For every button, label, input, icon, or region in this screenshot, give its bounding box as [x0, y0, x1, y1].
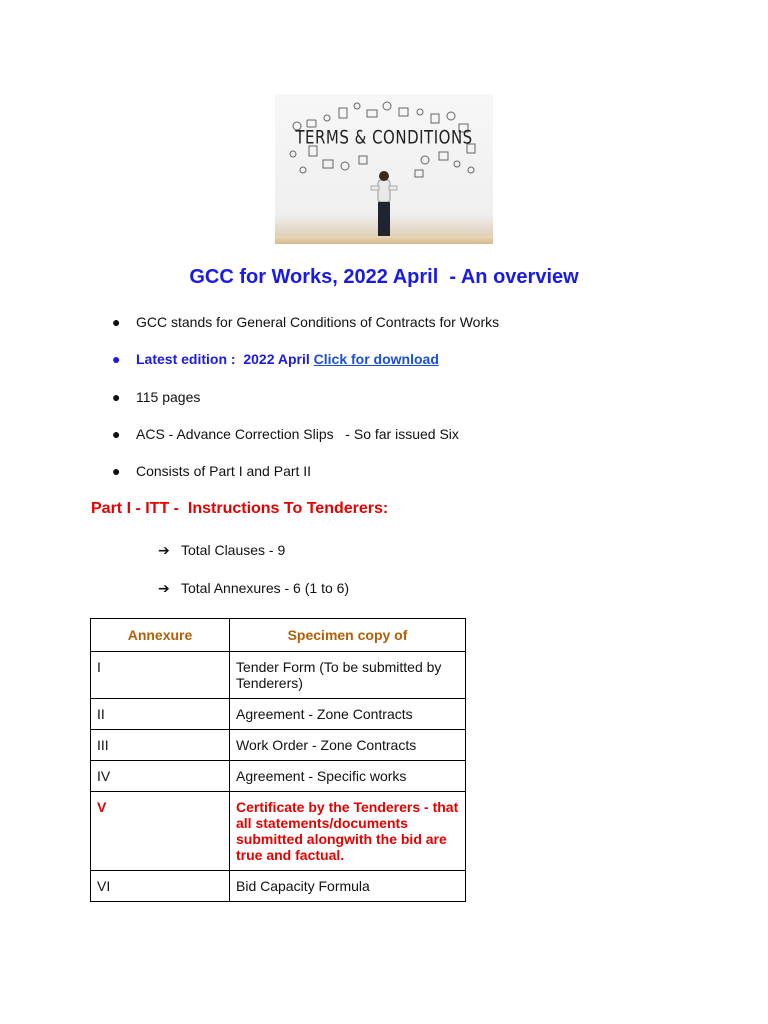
part1-item	[158, 542, 285, 559]
column-header-specimen: Specimen copy of	[230, 619, 466, 652]
annexure-cell: VI	[91, 871, 230, 902]
bullet-icon: ●	[112, 463, 121, 479]
specimen-cell: Bid Capacity Formula	[230, 871, 466, 902]
person-figure	[371, 171, 397, 236]
column-header-annexure: Annexure	[91, 619, 230, 652]
part1-item-text: Total Annexures - 6 (1 to 6)	[181, 580, 350, 596]
list-item	[112, 426, 459, 442]
specimen-cell: Agreement - Zone Contracts	[230, 699, 466, 730]
specimen-cell: Work Order - Zone Contracts	[230, 730, 466, 761]
annexure-cell: IV	[91, 761, 230, 792]
part1-heading: Part I - ITT - Instructions To Tenderers:	[91, 500, 389, 517]
part1-item	[158, 580, 349, 597]
list-item-text: ACS - Advance Correction Slips - So far issued Six	[136, 426, 459, 442]
part1-item-text: Total Clauses - 9	[181, 542, 286, 558]
table-row	[91, 761, 466, 792]
annexure-table	[90, 618, 466, 902]
list-item-text: Latest edition : 2022 April	[136, 351, 314, 367]
bullet-icon: ●	[112, 426, 121, 442]
table-row	[91, 871, 466, 902]
specimen-cell: Certificate by the Tenderers - that all statements/documents submitted alongwith the bid are true and factual.	[230, 792, 466, 871]
terms-conditions-text: TERMS & CONDITIONS	[295, 125, 473, 149]
list-item-text: Consists of Part I and Part II	[136, 463, 312, 479]
arrow-icon: ➔	[158, 542, 170, 558]
bullet-icon: ●	[112, 351, 121, 367]
table-header-row	[91, 619, 466, 652]
download-link[interactable]: Click for download	[313, 351, 439, 367]
bullet-icon: ●	[112, 389, 121, 405]
table-row	[91, 730, 466, 761]
table-row-highlighted	[91, 792, 466, 871]
annexure-cell: III	[91, 730, 230, 761]
list-item-text: GCC stands for General Conditions of Contracts for Works	[136, 314, 500, 330]
arrow-icon: ➔	[158, 580, 170, 596]
table-row	[91, 699, 466, 730]
list-item-text: 115 pages	[136, 389, 201, 405]
annexure-cell: I	[91, 652, 230, 699]
list-item	[112, 314, 499, 330]
list-item	[112, 463, 311, 479]
floor	[275, 236, 493, 244]
table-row	[91, 652, 466, 699]
list-item-latest-edition	[112, 351, 439, 367]
list-item	[112, 389, 200, 405]
bullet-icon: ●	[112, 314, 121, 330]
annexure-cell: V	[91, 792, 230, 871]
specimen-cell: Agreement - Specific works	[230, 761, 466, 792]
terms-conditions-image	[275, 94, 493, 244]
specimen-cell: Tender Form (To be submitted by Tenderers)	[230, 652, 466, 699]
annexure-cell: II	[91, 699, 230, 730]
page-title: GCC for Works, 2022 April - An overview	[189, 266, 579, 288]
doodle-icons	[275, 94, 493, 244]
